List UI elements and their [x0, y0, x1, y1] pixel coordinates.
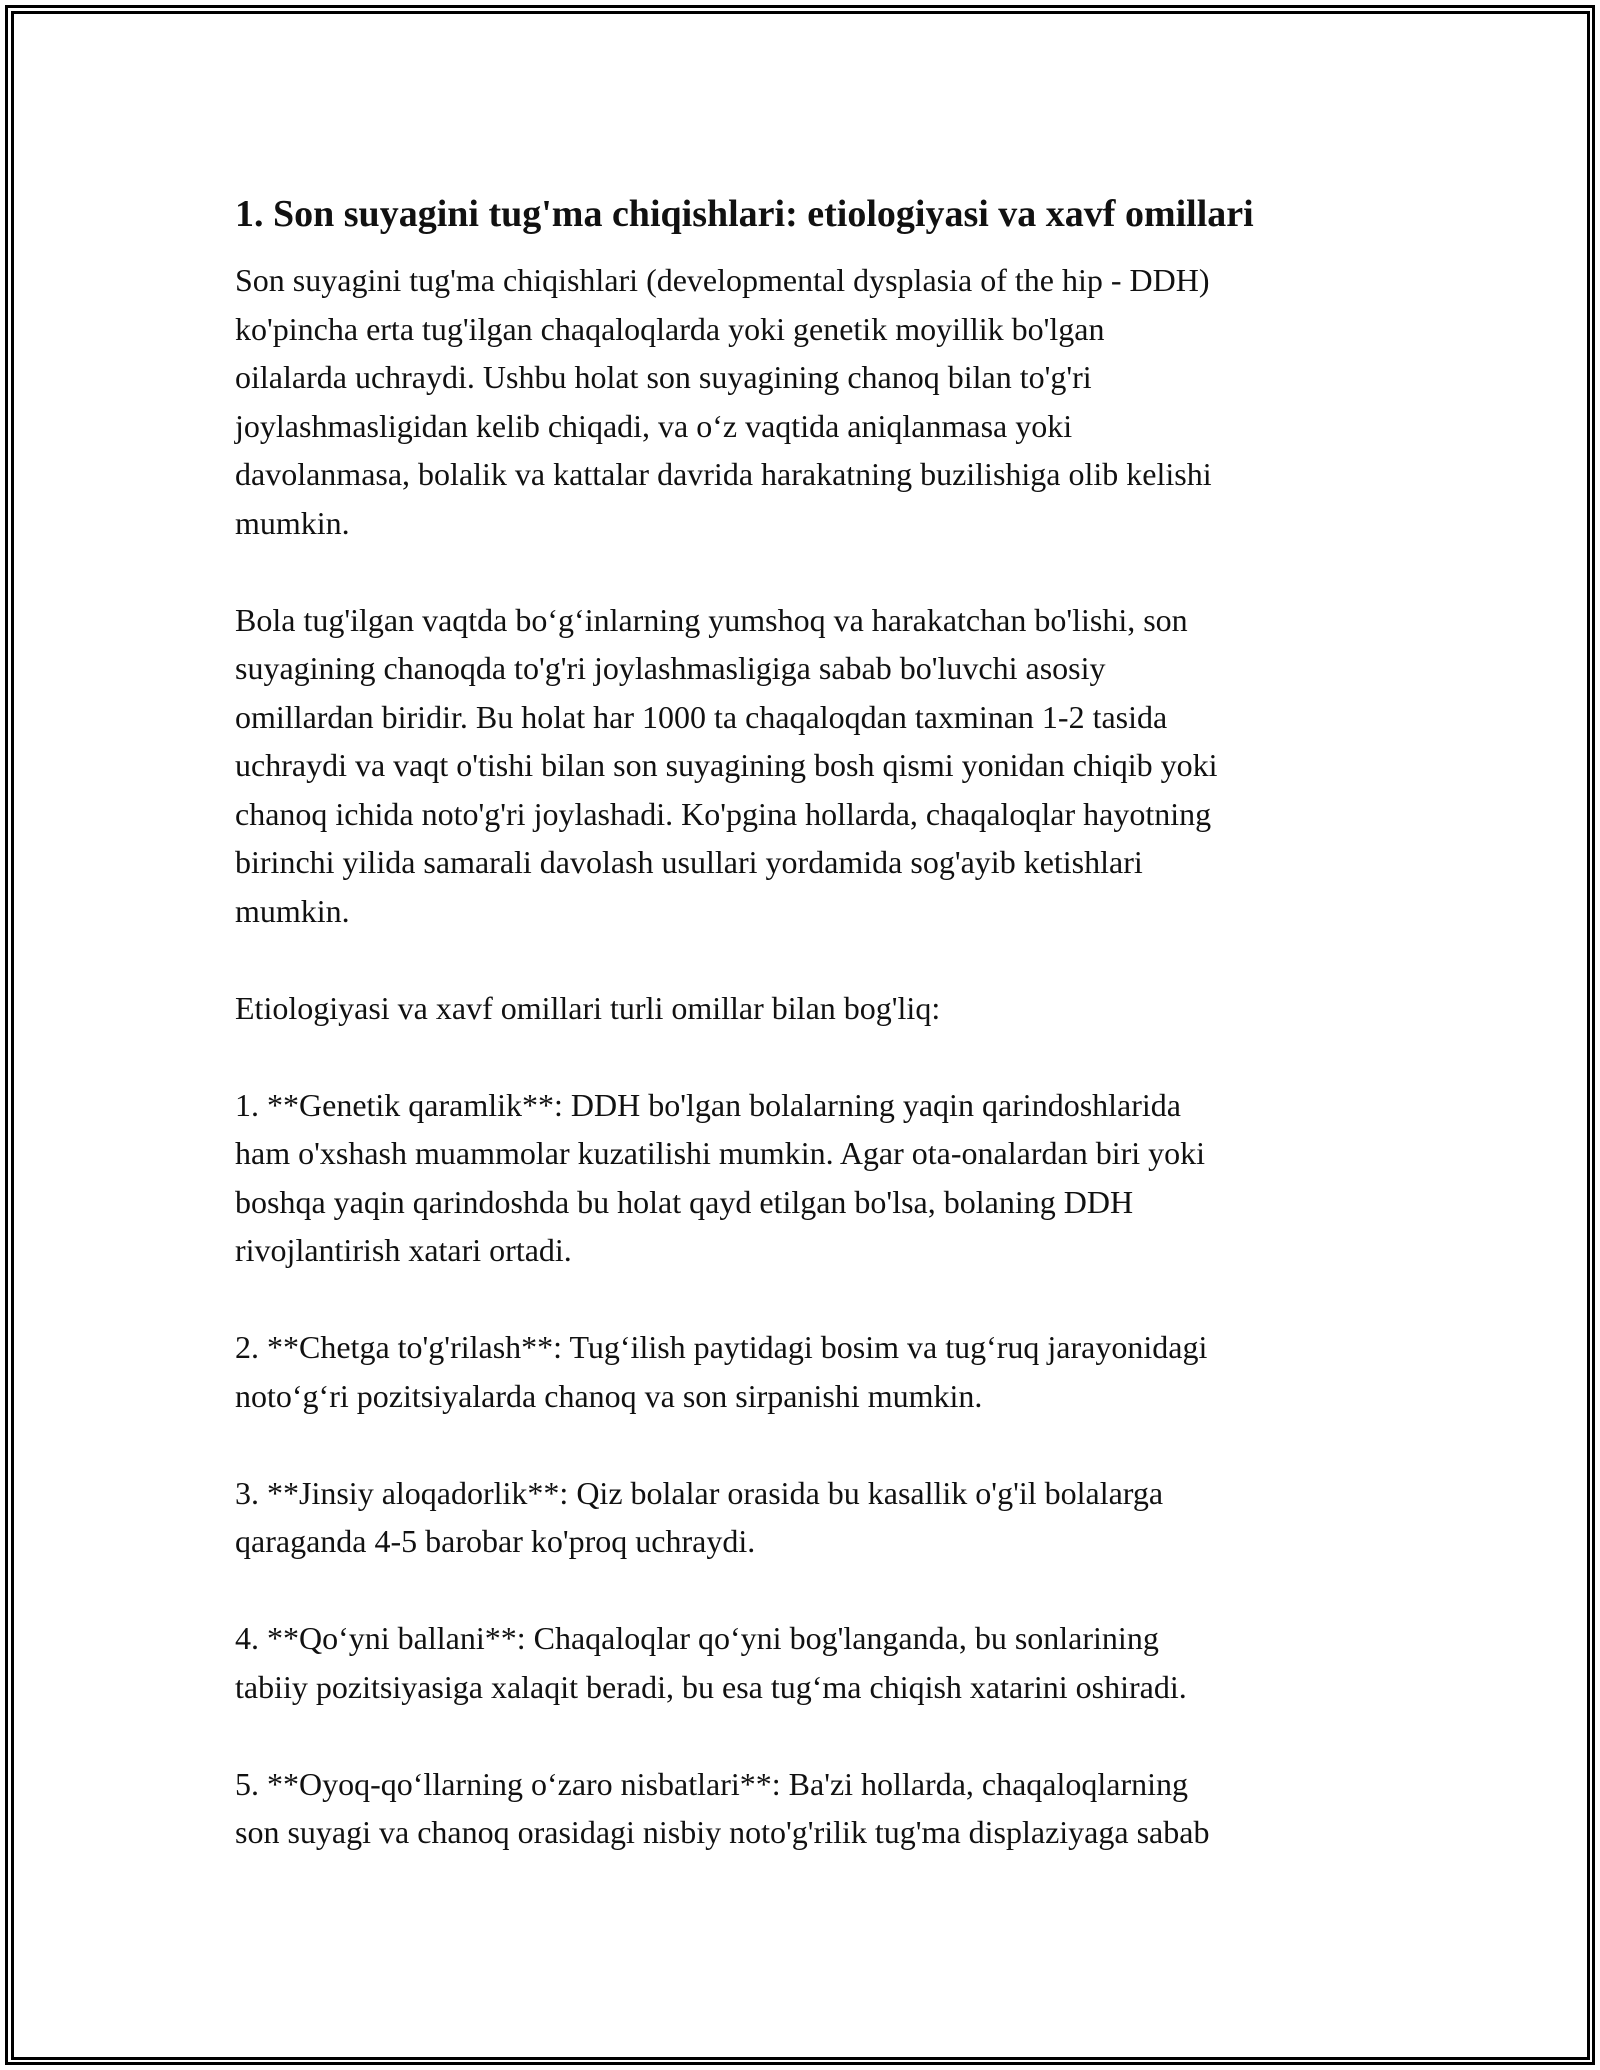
- paragraph-line: suyagining chanoqda to'g'ri joylashmasligiga sabab bo'luvchi asosiy: [235, 650, 1106, 686]
- paragraph-line: davolanmasa, bolalik va kattalar davrida harakatning buzilishiga olib kelishi: [235, 456, 1212, 492]
- paragraph-line: Etiologiyasi va xavf omillari turli omillar bilan bog'liq:: [235, 989, 941, 1026]
- paragraph-line: omillardan biridir. Bu holat har 1000 ta chaqaloqdan taxminan 1-2 tasida: [235, 698, 1168, 735]
- paragraph-line: 5. **Oyoq-qo‘llarning o‘zaro nisbatlari**: Ba'zi hollarda, chaqaloqlarning: [235, 1765, 1189, 1802]
- paragraph: [235, 1323, 1375, 1420]
- paragraph-line: rivojlantirish xatari ortadi.: [235, 1232, 572, 1268]
- paragraph: [235, 256, 1375, 547]
- paragraph: [235, 1081, 1375, 1275]
- paragraph: [235, 1614, 1375, 1711]
- paragraph-line: Son suyagini tug'ma chiqishlari (developmental dysplasia of the hip - DDH): [235, 262, 1210, 298]
- paragraph-line: qaraganda 4-5 barobar ko'proq uchraydi.: [235, 1523, 756, 1559]
- paragraph-line: noto‘g‘ri pozitsiyalarda chanoq va son sirpanishi mumkin.: [235, 1377, 983, 1414]
- paragraph-line: birinchi yilida samarali davolash usullari yordamida sog'ayib ketishlari: [235, 844, 1143, 880]
- paragraph-line: ham o'xshash muammolar kuzatilishi mumkin. Agar ota-onalardan biri yoki: [235, 1135, 1206, 1171]
- paragraph-line: joylashmasligidan kelib chiqadi, va o‘z vaqtida aniqlanmasa yoki: [235, 407, 1073, 444]
- document-body: [235, 188, 1375, 1905]
- paragraph-line: 2. **Chetga to'g'rilash**: Tug‘ilish paytidagi bosim va tug‘ruq jarayonidagi: [235, 1329, 1208, 1365]
- section-heading: 1. Son suyagini tug'ma chiqishlari: etiologiyasi va xavf omillari: [235, 193, 1254, 235]
- paragraph-line: 1. **Genetik qaramlik**: DDH bo'lgan bolalarning yaqin qarindoshlarida: [235, 1086, 1181, 1123]
- paragraph-line: uchraydi va vaqt o'tishi bilan son suyagining bosh qismi yonidan chiqib yoki: [235, 747, 1218, 783]
- paragraph-line: 3. **Jinsiy aloqadorlik**: Qiz bolalar orasida bu kasallik o'g'il bolalarga: [235, 1474, 1164, 1511]
- paragraph-line: ko'pincha erta tug'ilgan chaqaloqlarda yoki genetik moyillik bo'lgan: [235, 310, 1105, 347]
- paragraph-line: mumkin.: [235, 892, 350, 929]
- paragraph-line: boshqa yaqin qarindoshda bu holat qayd etilgan bo'lsa, bolaning DDH: [235, 1183, 1134, 1220]
- paragraph: [235, 596, 1375, 936]
- paragraph-line: 4. **Qo‘yni ballani**: Chaqaloqlar qo‘yni bog'langanda, bu sonlarining: [235, 1620, 1159, 1656]
- paragraph: [235, 1469, 1375, 1566]
- paragraph-line: mumkin.: [235, 504, 350, 541]
- paragraph: [235, 984, 1375, 1033]
- paragraph: [235, 1760, 1375, 1857]
- paragraph-container: [235, 256, 1375, 1857]
- paragraph-line: tabiiy pozitsiyasiga xalaqit beradi, bu esa tug‘ma chiqish xatarini oshiradi.: [235, 1668, 1187, 1705]
- paragraph-line: son suyagi va chanoq orasidagi nisbiy noto'g'rilik tug'ma displaziyaga sabab: [235, 1814, 1210, 1850]
- paragraph-line: oilalarda uchraydi. Ushbu holat son suyagining chanoq bilan to'g'ri: [235, 359, 1092, 395]
- paragraph-line: chanoq ichida noto'g'ri joylashadi. Ko'pgina hollarda, chaqaloqlar hayotning: [235, 795, 1212, 832]
- paragraph-line: Bola tug'ilgan vaqtda bo‘g‘inlarning yumshoq va harakatchan bo'lishi, son: [235, 601, 1188, 638]
